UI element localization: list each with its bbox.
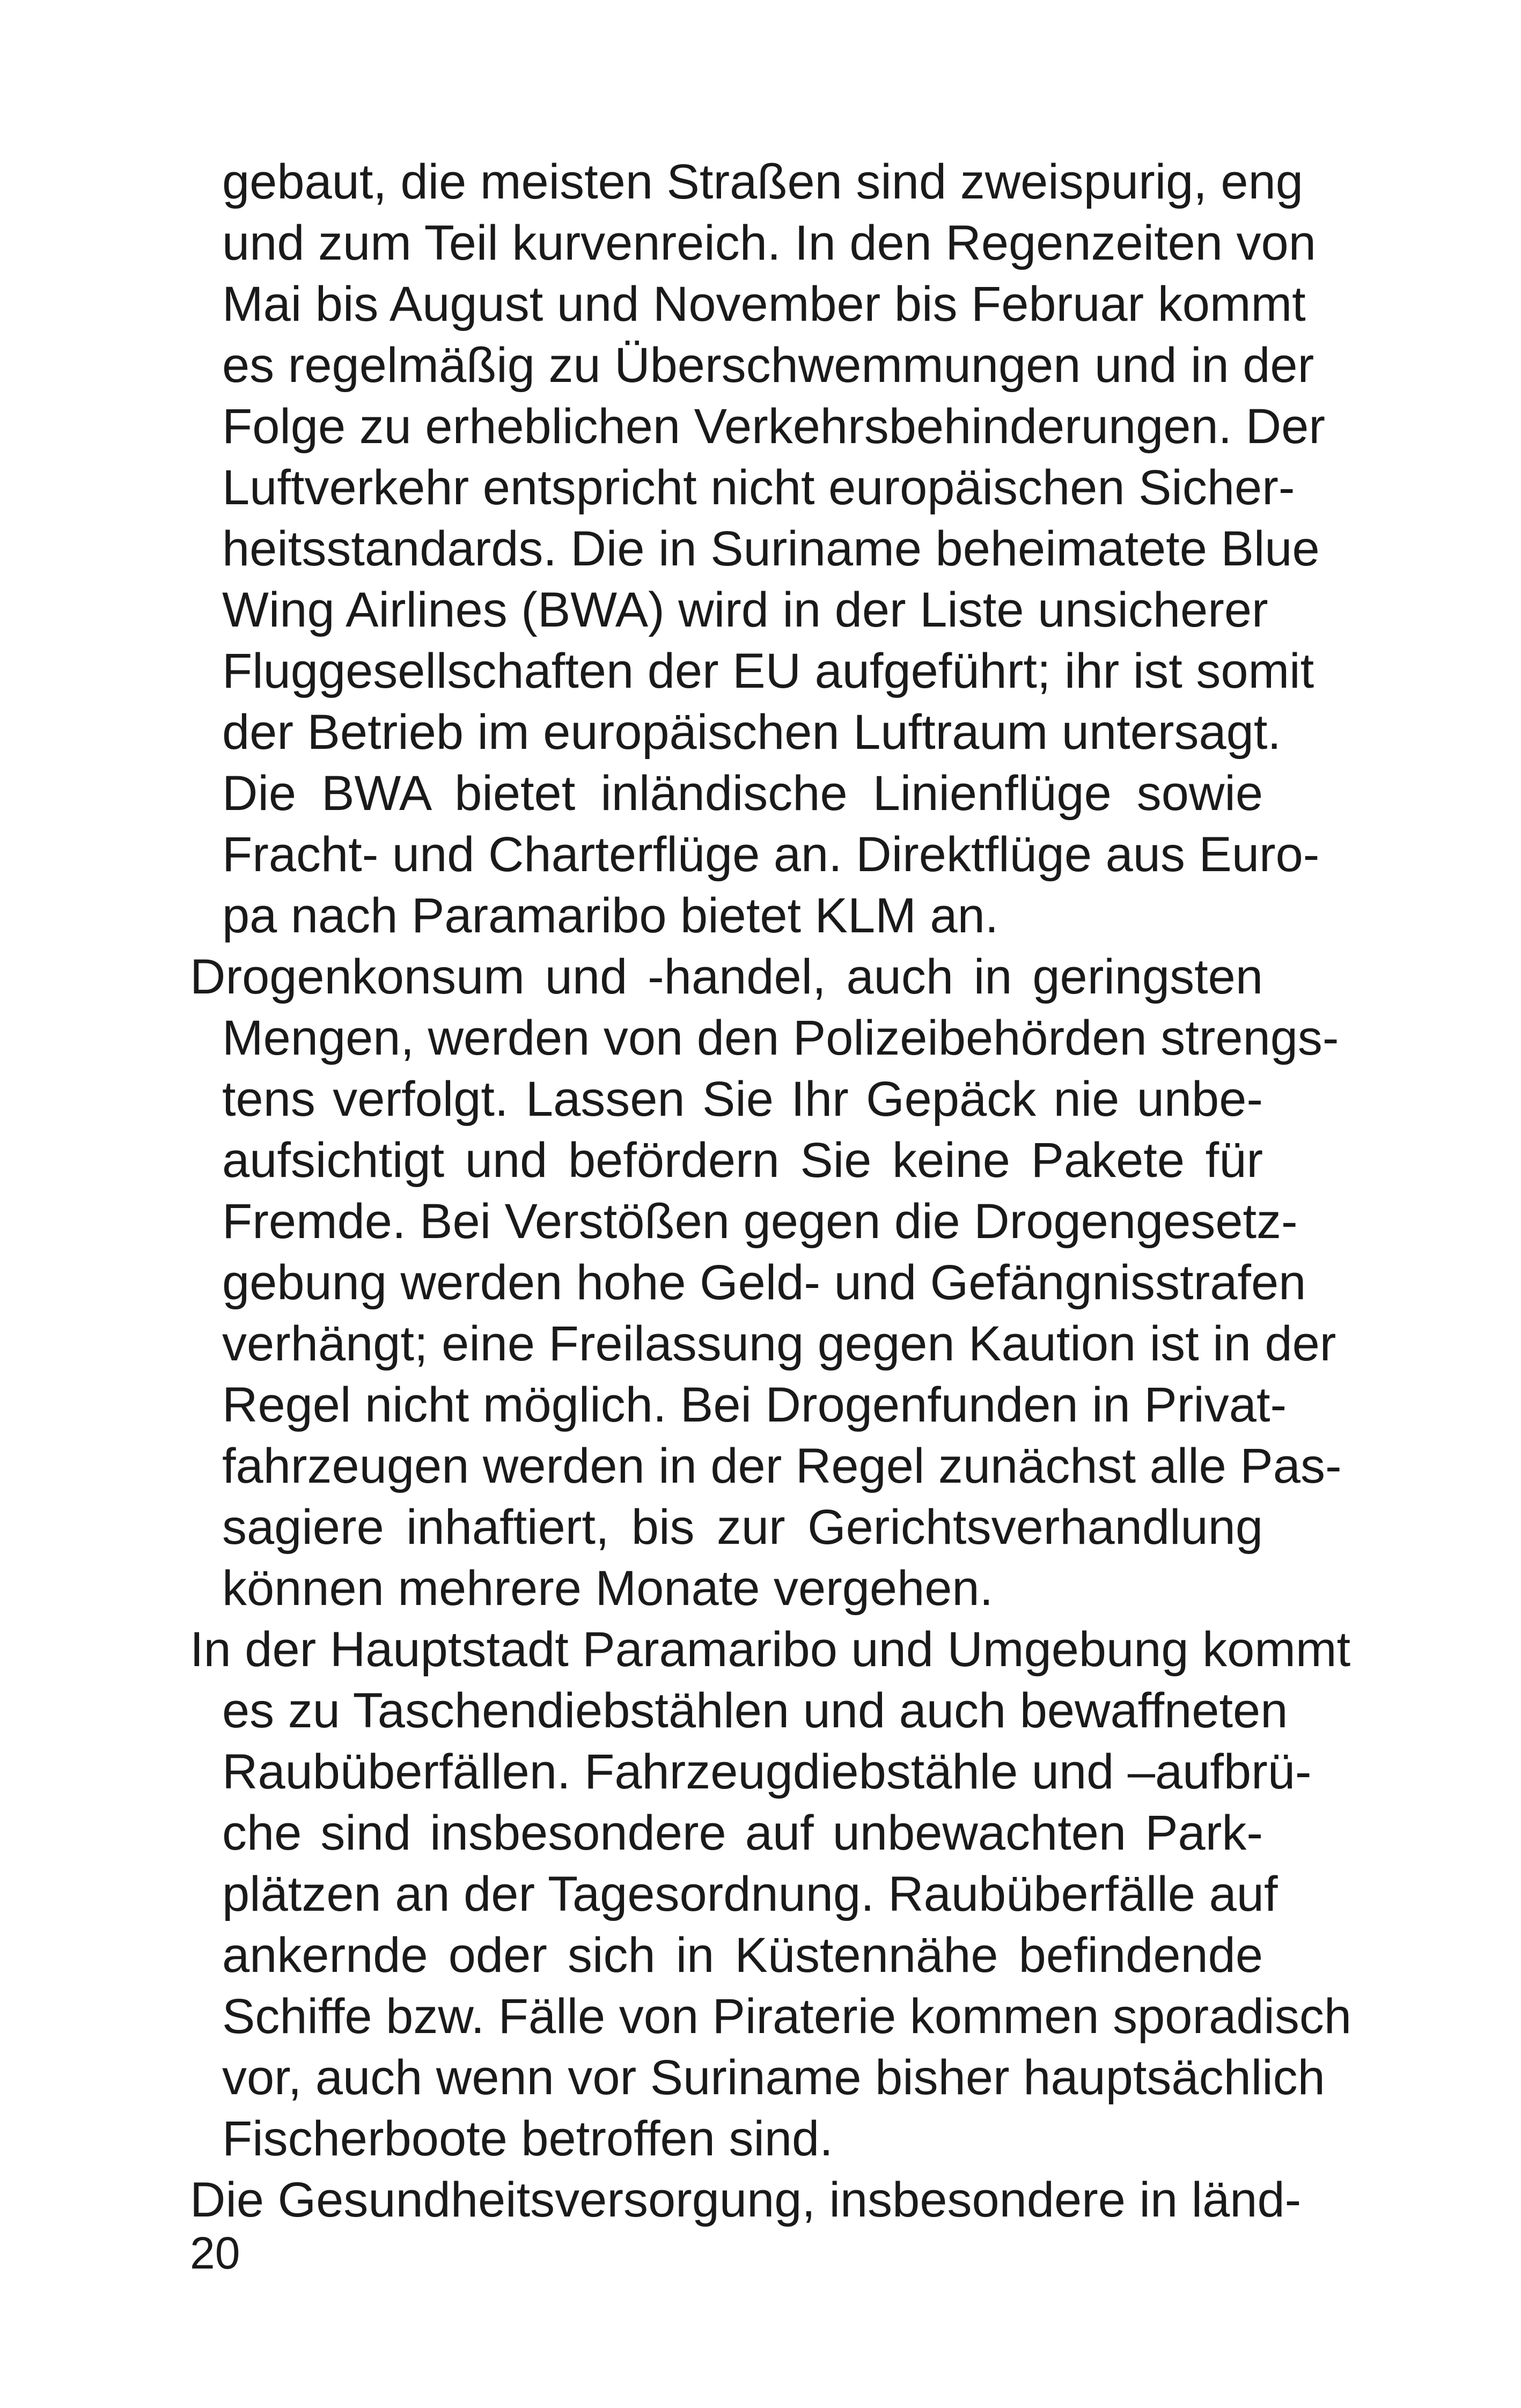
text-line: können mehrere Monate vergehen. (222, 1561, 994, 1616)
text-line: Schiffe bzw. Fälle von Piraterie kommen sporadisch (222, 1989, 1352, 2044)
text-line: In der Hauptstadt Paramaribo und Umgebung kommt (190, 1622, 1351, 1677)
text-line: Luftverkehr entspricht nicht europäischen Sicher- (222, 460, 1295, 515)
paragraph-crime (190, 1619, 1352, 2169)
text-line: und zum Teil kurvenreich. In den Regenzeiten von (222, 216, 1316, 270)
text-line: sagiere inhaftiert, bis zur Gerichtsverhandlung (222, 1500, 1263, 1555)
text-line: Regel nicht möglich. Bei Drogenfunden in Privat- (222, 1378, 1287, 1432)
paragraph-transport (190, 151, 1325, 946)
text-line: gebung werden hohe Geld- und Gefängnisstrafen (222, 1255, 1306, 1310)
text-line: Wing Airlines (BWA) wird in der Liste unsicherer (222, 583, 1268, 637)
text-line: Die Gesundheitsversorgung, insbesondere in länd- (190, 2173, 1302, 2227)
text-line: vor, auch wenn vor Suriname bisher hauptsächlich (222, 2050, 1325, 2105)
text-line: Drogenkonsum und -handel, auch in geringsten (190, 949, 1263, 1004)
text-line: tens verfolgt. Lassen Sie Ihr Gepäck nie unbe- (222, 1072, 1263, 1126)
text-line: Die BWA bietet inländische Linienflüge sowie (222, 766, 1263, 821)
text-line: es regelmäßig zu Überschwemmungen und in der (222, 338, 1314, 393)
text-line: pa nach Paramaribo bietet KLM an. (222, 888, 999, 943)
text-line: der Betrieb im europäischen Luftraum untersagt. (222, 705, 1281, 760)
body-text (190, 151, 1352, 2230)
text-line: ankernde oder sich in Küstennähe befindende (222, 1928, 1263, 1983)
text-line: Fluggesellschaften der EU aufgeführt; ihr ist somit (222, 644, 1314, 698)
paragraph-drugs (190, 946, 1342, 1619)
text-line: Folge zu erheblichen Verkehrsbehinderungen. Der (222, 399, 1325, 454)
text-line: Mai bis August und November bis Februar kommt (222, 277, 1306, 332)
text-line: verhängt; eine Freilassung gegen Kaution ist in der (222, 1316, 1336, 1371)
text-line: fahrzeugen werden in der Regel zunächst alle Pas- (222, 1439, 1342, 1493)
text-line: es zu Taschendiebstählen und auch bewaffneten (222, 1683, 1288, 1738)
page-number: 20 (190, 2228, 240, 2278)
paragraph-health (190, 2169, 1302, 2230)
text-line: Fischerboote betroffen sind. (222, 2111, 833, 2166)
text-line: heitsstandards. Die in Suriname beheimatete Blue (222, 521, 1320, 576)
text-line: che sind insbesondere auf unbewachten Park- (222, 1806, 1263, 1860)
text-line: Fremde. Bei Verstößen gegen die Drogengesetz- (222, 1194, 1298, 1249)
text-line: gebaut, die meisten Straßen sind zweispurig, eng (222, 154, 1303, 209)
text-line: aufsichtigt und befördern Sie keine Pakete für (222, 1133, 1263, 1188)
text-line: plätzen an der Tagesordnung. Raubüberfälle auf (222, 1867, 1278, 1921)
text-line: Fracht- und Charterflüge an. Direktflüge aus Euro- (222, 827, 1320, 882)
text-line: Raubüberfällen. Fahrzeugdiebstähle und –aufbrü- (222, 1744, 1312, 1799)
text-line: Mengen, werden von den Polizeibehörden strengs- (222, 1011, 1339, 1065)
